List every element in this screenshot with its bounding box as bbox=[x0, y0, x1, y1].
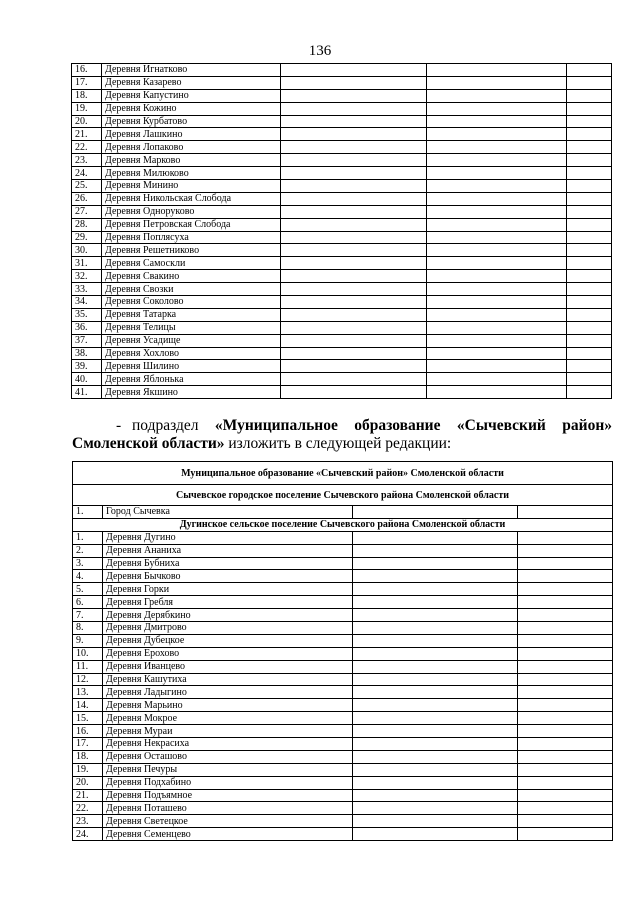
empty-cell bbox=[518, 686, 613, 699]
table-row bbox=[73, 763, 613, 776]
table-row bbox=[73, 596, 613, 609]
settlement-name: Деревня Соколово bbox=[102, 296, 281, 309]
table-row bbox=[72, 115, 612, 128]
section-heading-sychevskoe: Сычевское городское поселение Сычевского района Смоленской области bbox=[73, 485, 613, 506]
empty-cell bbox=[281, 308, 427, 321]
empty-cell bbox=[353, 557, 518, 570]
table-row bbox=[72, 102, 612, 115]
settlement-name: Деревня Дугино bbox=[103, 531, 353, 544]
table-row bbox=[72, 283, 612, 296]
empty-cell bbox=[281, 89, 427, 102]
empty-cell bbox=[518, 802, 613, 815]
row-number: 33. bbox=[72, 283, 102, 296]
table-row bbox=[73, 583, 613, 596]
empty-cell bbox=[567, 321, 612, 334]
table-row bbox=[72, 76, 612, 89]
empty-cell bbox=[567, 360, 612, 373]
empty-cell bbox=[567, 76, 612, 89]
empty-cell bbox=[567, 115, 612, 128]
table-row bbox=[72, 270, 612, 283]
table-row bbox=[72, 205, 612, 218]
row-number: 4. bbox=[73, 570, 103, 583]
empty-cell bbox=[427, 102, 567, 115]
settlement-name: Деревня Ерохово bbox=[103, 647, 353, 660]
empty-cell bbox=[427, 244, 567, 257]
empty-cell bbox=[518, 557, 613, 570]
empty-cell bbox=[518, 789, 613, 802]
row-number: 35. bbox=[72, 308, 102, 321]
paragraph-bold-2: Смоленской области» bbox=[72, 435, 225, 452]
settlement-name: Деревня Марьино bbox=[103, 699, 353, 712]
settlement-name: Деревня Бубниха bbox=[103, 557, 353, 570]
section-row bbox=[73, 485, 613, 506]
empty-cell bbox=[281, 64, 427, 77]
empty-cell bbox=[353, 699, 518, 712]
settlement-name: Деревня Печуры bbox=[103, 763, 353, 776]
empty-cell bbox=[427, 270, 567, 283]
settlement-name: Деревня Якшино bbox=[102, 386, 281, 399]
empty-cell bbox=[427, 334, 567, 347]
empty-cell bbox=[427, 154, 567, 167]
empty-cell bbox=[427, 386, 567, 399]
empty-cell bbox=[427, 64, 567, 77]
empty-cell bbox=[281, 270, 427, 283]
table-row bbox=[72, 231, 612, 244]
empty-cell bbox=[427, 115, 567, 128]
row-number: 16. bbox=[73, 725, 103, 738]
empty-cell bbox=[518, 609, 613, 622]
table-row bbox=[72, 89, 612, 102]
empty-cell bbox=[427, 76, 567, 89]
empty-cell bbox=[518, 622, 613, 635]
empty-cell bbox=[281, 321, 427, 334]
row-number: 24. bbox=[73, 828, 103, 841]
table-row bbox=[72, 141, 612, 154]
empty-cell bbox=[518, 725, 613, 738]
settlement-name: Деревня Мураи bbox=[103, 725, 353, 738]
table-title: Муниципальное образование «Сычевский район» Смоленской области bbox=[73, 462, 613, 485]
table-row bbox=[73, 699, 613, 712]
empty-cell bbox=[281, 360, 427, 373]
empty-cell bbox=[281, 283, 427, 296]
empty-cell bbox=[567, 128, 612, 141]
empty-cell bbox=[353, 802, 518, 815]
empty-cell bbox=[427, 89, 567, 102]
settlement-name: Деревня Казарево bbox=[102, 76, 281, 89]
empty-cell bbox=[427, 373, 567, 386]
row-number: 18. bbox=[72, 89, 102, 102]
row-number: 10. bbox=[73, 647, 103, 660]
settlement-name: Деревня Игнатково bbox=[102, 64, 281, 77]
settlement-name: Деревня Телицы bbox=[102, 321, 281, 334]
empty-cell bbox=[518, 776, 613, 789]
settlement-name: Деревня Одноруково bbox=[102, 205, 281, 218]
empty-cell bbox=[518, 531, 613, 544]
empty-cell bbox=[518, 634, 613, 647]
table-row bbox=[72, 321, 612, 334]
row-number: 40. bbox=[72, 373, 102, 386]
settlement-name: Деревня Светецкое bbox=[103, 815, 353, 828]
row-number: 8. bbox=[73, 622, 103, 635]
settlement-name: Деревня Кожино bbox=[102, 102, 281, 115]
empty-cell bbox=[518, 660, 613, 673]
row-number: 2. bbox=[73, 544, 103, 557]
empty-cell bbox=[427, 141, 567, 154]
table-row bbox=[72, 308, 612, 321]
empty-cell bbox=[353, 660, 518, 673]
row-number: 41. bbox=[72, 386, 102, 399]
row-number: 37. bbox=[72, 334, 102, 347]
settlement-name: Деревня Никольская Слобода bbox=[102, 192, 281, 205]
list-dash: - bbox=[116, 417, 122, 434]
settlement-name: Деревня Ананиха bbox=[103, 544, 353, 557]
settlement-name: Деревня Некрасиха bbox=[103, 738, 353, 751]
empty-cell bbox=[567, 205, 612, 218]
empty-cell bbox=[567, 89, 612, 102]
table-title-row bbox=[73, 462, 613, 485]
amendment-paragraph bbox=[72, 417, 612, 453]
row-number: 15. bbox=[73, 712, 103, 725]
table-row bbox=[73, 815, 613, 828]
row-number: 30. bbox=[72, 244, 102, 257]
empty-cell bbox=[518, 828, 613, 841]
sychevsky-district-table bbox=[72, 461, 613, 841]
settlement-name: Деревня Марково bbox=[102, 154, 281, 167]
row-number: 20. bbox=[72, 115, 102, 128]
row-number: 32. bbox=[72, 270, 102, 283]
empty-cell bbox=[567, 192, 612, 205]
table-row bbox=[73, 828, 613, 841]
empty-cell bbox=[518, 712, 613, 725]
empty-cell bbox=[567, 102, 612, 115]
empty-cell bbox=[567, 64, 612, 77]
row-number: 38. bbox=[72, 347, 102, 360]
settlement-name: Деревня Петровская Слобода bbox=[102, 218, 281, 231]
empty-cell bbox=[353, 789, 518, 802]
empty-cell bbox=[353, 776, 518, 789]
empty-cell bbox=[427, 192, 567, 205]
empty-cell bbox=[518, 815, 613, 828]
settlement-name: Деревня Капустино bbox=[102, 89, 281, 102]
settlement-name: Деревня Татарка bbox=[102, 308, 281, 321]
table-row bbox=[72, 128, 612, 141]
row-number: 28. bbox=[72, 218, 102, 231]
settlement-name: Деревня Кашутиха bbox=[103, 673, 353, 686]
settlement-name: Деревня Поташево bbox=[103, 802, 353, 815]
table-row bbox=[73, 673, 613, 686]
empty-cell bbox=[281, 180, 427, 193]
empty-cell bbox=[353, 583, 518, 596]
empty-cell bbox=[353, 828, 518, 841]
table-row bbox=[72, 167, 612, 180]
empty-cell bbox=[518, 699, 613, 712]
empty-cell bbox=[281, 347, 427, 360]
empty-cell bbox=[281, 334, 427, 347]
empty-cell bbox=[427, 167, 567, 180]
row-number: 3. bbox=[73, 557, 103, 570]
table-row bbox=[73, 647, 613, 660]
empty-cell bbox=[567, 257, 612, 270]
row-number: 25. bbox=[72, 180, 102, 193]
paragraph-tail: изложить в следующей редакции: bbox=[228, 435, 452, 452]
settlement-name: Деревня Милюково bbox=[102, 167, 281, 180]
table-row bbox=[72, 257, 612, 270]
empty-cell bbox=[427, 296, 567, 309]
row-number: 21. bbox=[72, 128, 102, 141]
empty-cell bbox=[353, 763, 518, 776]
row-number: 1. bbox=[73, 531, 103, 544]
empty-cell bbox=[567, 141, 612, 154]
row-number: 13. bbox=[73, 686, 103, 699]
empty-cell bbox=[427, 347, 567, 360]
empty-cell bbox=[567, 334, 612, 347]
settlement-name: Деревня Решетниково bbox=[102, 244, 281, 257]
row-number: 26. bbox=[72, 192, 102, 205]
settlement-name: Деревня Осташово bbox=[103, 750, 353, 763]
table-row bbox=[73, 738, 613, 751]
empty-cell bbox=[353, 686, 518, 699]
empty-cell bbox=[427, 360, 567, 373]
empty-cell bbox=[281, 141, 427, 154]
empty-cell bbox=[281, 102, 427, 115]
empty-cell bbox=[427, 308, 567, 321]
empty-cell bbox=[281, 296, 427, 309]
empty-cell bbox=[518, 544, 613, 557]
row-number: 19. bbox=[73, 763, 103, 776]
table-row bbox=[73, 789, 613, 802]
row-number: 17. bbox=[73, 738, 103, 751]
empty-cell bbox=[567, 308, 612, 321]
empty-cell bbox=[281, 386, 427, 399]
row-number: 12. bbox=[73, 673, 103, 686]
table-row bbox=[73, 531, 613, 544]
empty-cell bbox=[427, 231, 567, 244]
row-number: 1. bbox=[73, 506, 103, 519]
empty-cell bbox=[518, 750, 613, 763]
table-row bbox=[73, 570, 613, 583]
empty-cell bbox=[353, 544, 518, 557]
empty-cell bbox=[567, 373, 612, 386]
row-number: 23. bbox=[73, 815, 103, 828]
empty-cell bbox=[281, 373, 427, 386]
empty-cell bbox=[353, 596, 518, 609]
empty-cell bbox=[353, 815, 518, 828]
section-heading-duginskoe: Дугинское сельское поселение Сычевского района Смоленской области bbox=[73, 518, 613, 531]
empty-cell bbox=[567, 244, 612, 257]
row-number: 17. bbox=[72, 76, 102, 89]
paragraph-bold-1: «Муниципальное образование «Сычевский район» bbox=[214, 417, 612, 434]
empty-cell bbox=[518, 506, 613, 519]
table-row bbox=[72, 64, 612, 77]
empty-cell bbox=[427, 205, 567, 218]
empty-cell bbox=[427, 180, 567, 193]
row-number: 11. bbox=[73, 660, 103, 673]
row-number: 31. bbox=[72, 257, 102, 270]
empty-cell bbox=[353, 738, 518, 751]
empty-cell bbox=[567, 296, 612, 309]
empty-cell bbox=[281, 128, 427, 141]
empty-cell bbox=[567, 283, 612, 296]
settlement-name: Деревня Свозки bbox=[102, 283, 281, 296]
settlements-table-continued bbox=[71, 63, 612, 399]
empty-cell bbox=[427, 218, 567, 231]
settlement-name: Город Сычевка bbox=[103, 506, 353, 519]
table-row bbox=[72, 360, 612, 373]
table-row bbox=[73, 634, 613, 647]
settlement-name: Деревня Дубецкое bbox=[103, 634, 353, 647]
empty-cell bbox=[567, 167, 612, 180]
settlement-name: Деревня Мокрое bbox=[103, 712, 353, 725]
empty-cell bbox=[427, 283, 567, 296]
table-row bbox=[72, 334, 612, 347]
row-number: 36. bbox=[72, 321, 102, 334]
settlement-name: Деревня Курбатово bbox=[102, 115, 281, 128]
settlement-name: Деревня Ладыгино bbox=[103, 686, 353, 699]
table-row bbox=[72, 192, 612, 205]
empty-cell bbox=[567, 180, 612, 193]
empty-cell bbox=[518, 570, 613, 583]
table-row bbox=[72, 218, 612, 231]
settlement-name: Деревня Хохлово bbox=[102, 347, 281, 360]
settlement-name: Деревня Подхабино bbox=[103, 776, 353, 789]
settlement-name: Деревня Подъямное bbox=[103, 789, 353, 802]
table-row bbox=[73, 802, 613, 815]
empty-cell bbox=[567, 154, 612, 167]
settlement-name: Деревня Горки bbox=[103, 583, 353, 596]
settlement-name: Деревня Минино bbox=[102, 180, 281, 193]
row-number: 21. bbox=[73, 789, 103, 802]
row-number: 5. bbox=[73, 583, 103, 596]
empty-cell bbox=[353, 647, 518, 660]
row-number: 16. bbox=[72, 64, 102, 77]
row-number: 29. bbox=[72, 231, 102, 244]
table-row bbox=[73, 725, 613, 738]
empty-cell bbox=[281, 167, 427, 180]
empty-cell bbox=[281, 115, 427, 128]
section-row bbox=[73, 518, 613, 531]
table-row bbox=[72, 180, 612, 193]
settlement-name: Деревня Дмитрово bbox=[103, 622, 353, 635]
table-row bbox=[73, 544, 613, 557]
empty-cell bbox=[353, 725, 518, 738]
empty-cell bbox=[518, 647, 613, 660]
empty-cell bbox=[281, 192, 427, 205]
settlement-name: Деревня Гребля bbox=[103, 596, 353, 609]
empty-cell bbox=[427, 128, 567, 141]
row-number: 39. bbox=[72, 360, 102, 373]
row-number: 14. bbox=[73, 699, 103, 712]
row-number: 23. bbox=[72, 154, 102, 167]
empty-cell bbox=[518, 673, 613, 686]
settlement-name: Деревня Яблонька bbox=[102, 373, 281, 386]
settlement-name: Деревня Иванцево bbox=[103, 660, 353, 673]
empty-cell bbox=[567, 347, 612, 360]
table-row bbox=[73, 506, 613, 519]
row-number: 19. bbox=[72, 102, 102, 115]
settlement-name: Деревня Дерябкино bbox=[103, 609, 353, 622]
empty-cell bbox=[353, 531, 518, 544]
table-row bbox=[73, 686, 613, 699]
empty-cell bbox=[353, 712, 518, 725]
empty-cell bbox=[427, 321, 567, 334]
settlement-name: Деревня Лашкино bbox=[102, 128, 281, 141]
table-row bbox=[72, 386, 612, 399]
empty-cell bbox=[281, 231, 427, 244]
empty-cell bbox=[281, 218, 427, 231]
empty-cell bbox=[567, 231, 612, 244]
empty-cell bbox=[518, 583, 613, 596]
table-row bbox=[72, 244, 612, 257]
empty-cell bbox=[518, 596, 613, 609]
table-row bbox=[73, 750, 613, 763]
empty-cell bbox=[427, 257, 567, 270]
table-row bbox=[73, 660, 613, 673]
row-number: 9. bbox=[73, 634, 103, 647]
row-number: 24. bbox=[72, 167, 102, 180]
table-row bbox=[73, 712, 613, 725]
empty-cell bbox=[353, 673, 518, 686]
table-row bbox=[72, 296, 612, 309]
page-number: 136 bbox=[308, 43, 332, 59]
empty-cell bbox=[353, 622, 518, 635]
settlement-name: Деревня Поплясуха bbox=[102, 231, 281, 244]
empty-cell bbox=[353, 609, 518, 622]
table-row bbox=[72, 373, 612, 386]
row-number: 27. bbox=[72, 205, 102, 218]
empty-cell bbox=[567, 218, 612, 231]
row-number: 34. bbox=[72, 296, 102, 309]
empty-cell bbox=[353, 634, 518, 647]
empty-cell bbox=[281, 154, 427, 167]
row-number: 6. bbox=[73, 596, 103, 609]
empty-cell bbox=[353, 750, 518, 763]
row-number: 20. bbox=[73, 776, 103, 789]
table-row bbox=[73, 609, 613, 622]
settlement-name: Деревня Самоскли bbox=[102, 257, 281, 270]
empty-cell bbox=[281, 205, 427, 218]
empty-cell bbox=[281, 257, 427, 270]
empty-cell bbox=[281, 244, 427, 257]
settlement-name: Деревня Бычково bbox=[103, 570, 353, 583]
settlement-name: Деревня Усадище bbox=[102, 334, 281, 347]
settlement-name: Деревня Лопаково bbox=[102, 141, 281, 154]
settlement-name: Деревня Семенцево bbox=[103, 828, 353, 841]
settlement-name: Деревня Шилино bbox=[102, 360, 281, 373]
table-row bbox=[72, 347, 612, 360]
row-number: 22. bbox=[73, 802, 103, 815]
table-row bbox=[72, 154, 612, 167]
empty-cell bbox=[567, 386, 612, 399]
empty-cell bbox=[518, 763, 613, 776]
table-row bbox=[73, 557, 613, 570]
empty-cell bbox=[567, 270, 612, 283]
row-number: 7. bbox=[73, 609, 103, 622]
settlement-name: Деревня Свакино bbox=[102, 270, 281, 283]
empty-cell bbox=[353, 506, 518, 519]
row-number: 22. bbox=[72, 141, 102, 154]
table-row bbox=[73, 622, 613, 635]
paragraph-lead: подраздел bbox=[132, 417, 199, 434]
empty-cell bbox=[353, 570, 518, 583]
row-number: 18. bbox=[73, 750, 103, 763]
table-row bbox=[73, 776, 613, 789]
empty-cell bbox=[281, 76, 427, 89]
empty-cell bbox=[518, 738, 613, 751]
